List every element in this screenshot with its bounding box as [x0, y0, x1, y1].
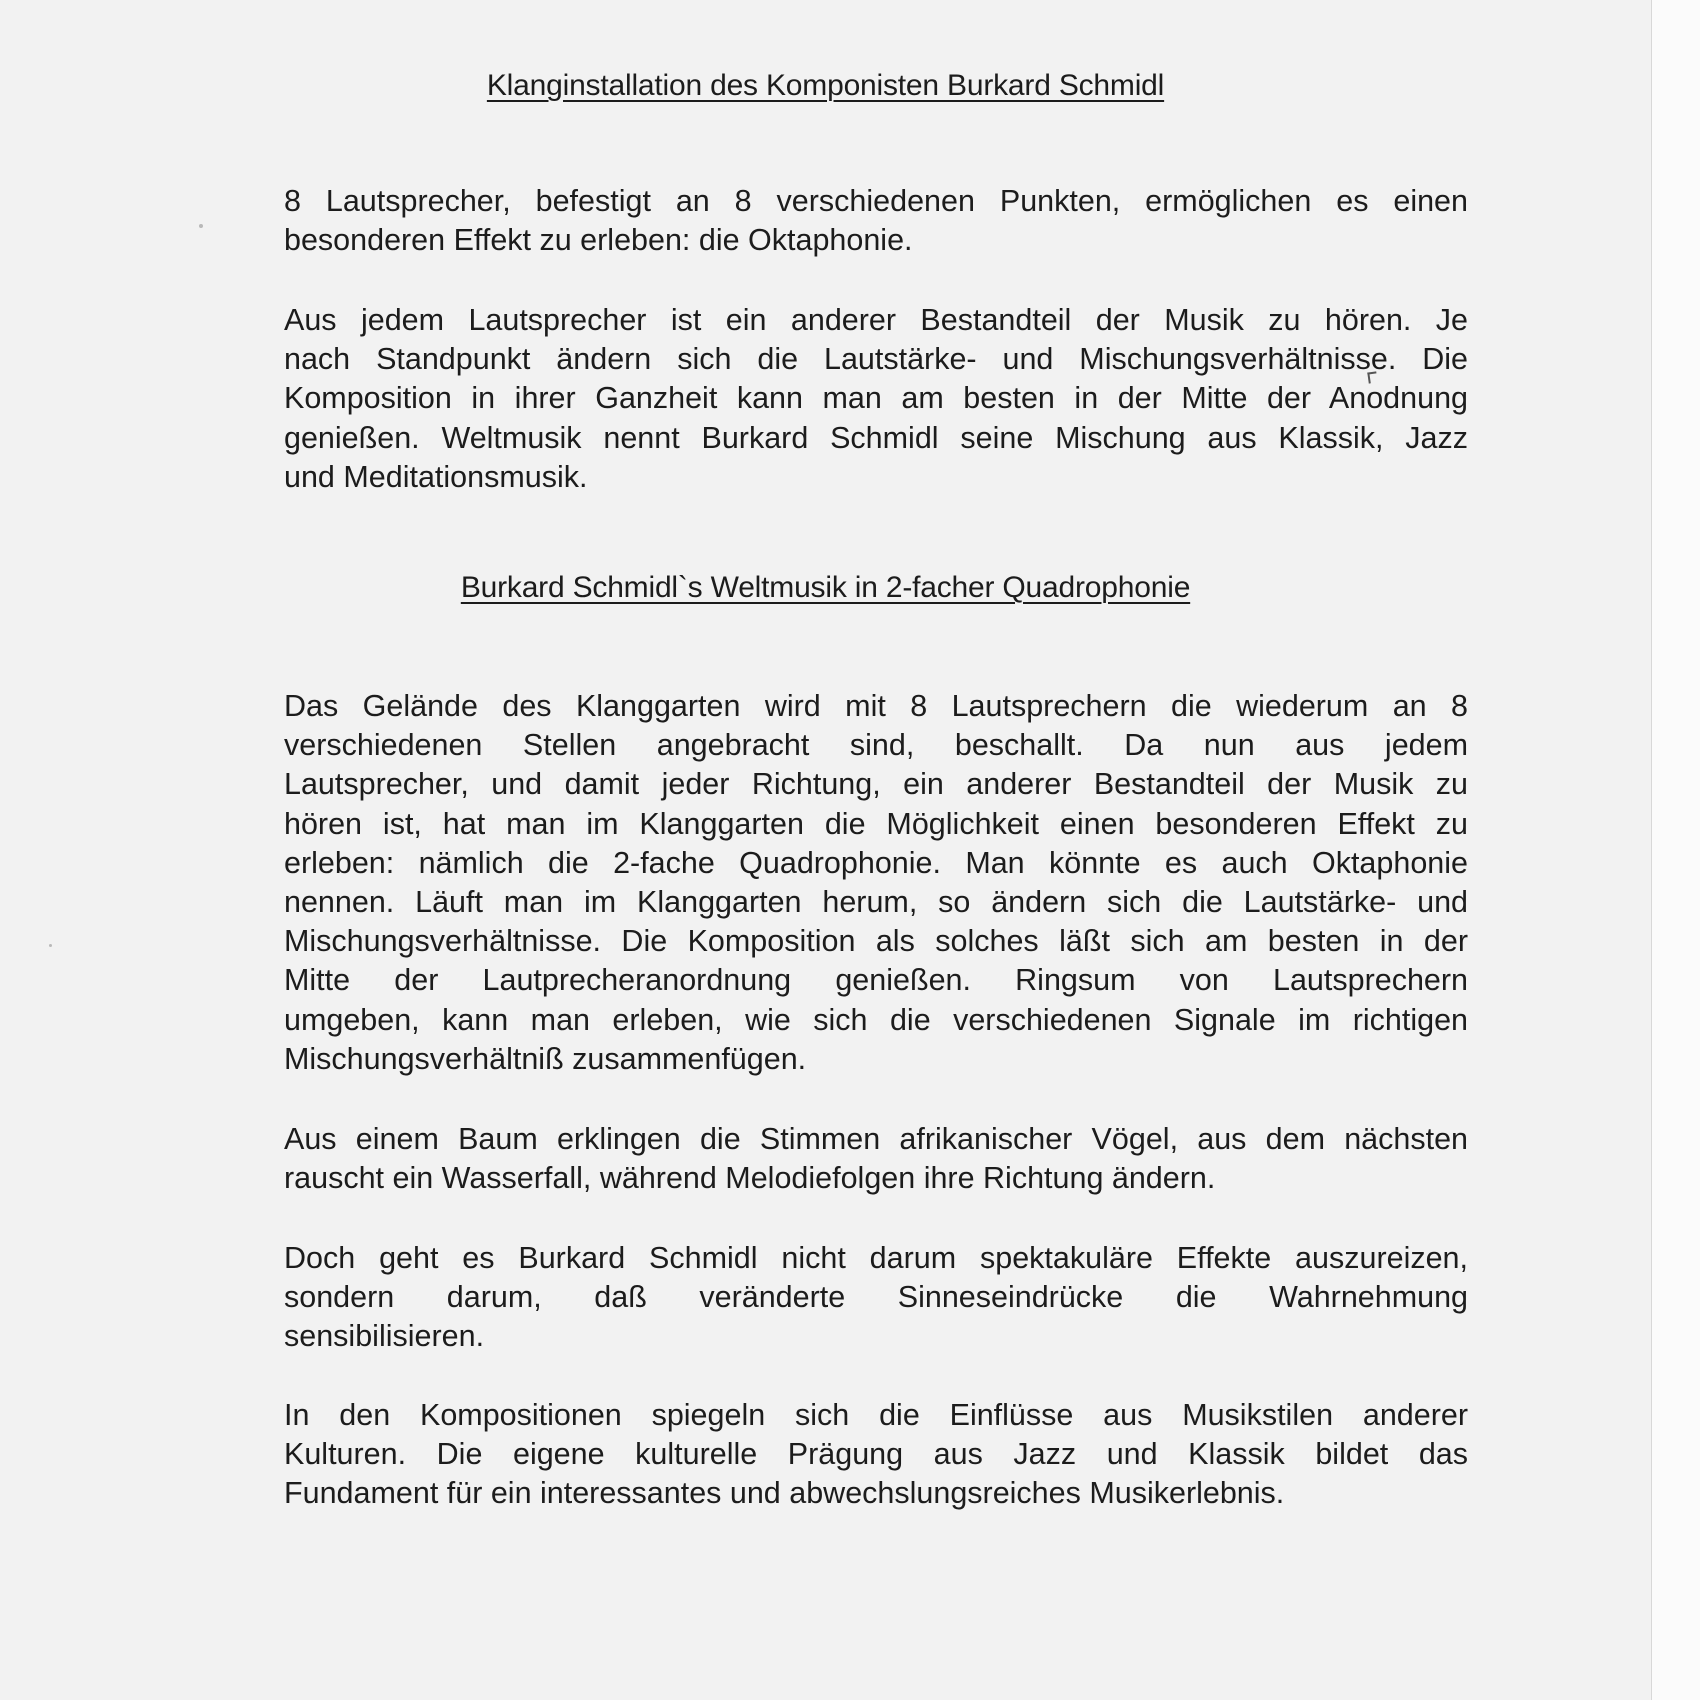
paragraph-2 — [284, 301, 1468, 497]
scan-speck — [49, 944, 52, 947]
text-line: hören ist, hat man im Klanggarten die Möglichkeit einen besonderen Effekt zu — [284, 806, 1468, 841]
text-line: Mischungsverhältniß zusammenfügen. — [284, 1041, 807, 1076]
text-line: Aus einem Baum erklingen die Stimmen afrikanischer Vögel, aus dem nächsten — [284, 1122, 1468, 1156]
handwritten-correction-mark — [1367, 371, 1377, 383]
paragraph-4 — [284, 1120, 1468, 1198]
text-line: nach Standpunkt ändern sich die Lautstärke- und Mischungsverhältnisse. Die — [284, 342, 1468, 377]
text-line: besonderen Effekt zu erleben: die Oktaphonie. — [284, 223, 913, 258]
text-line: sensibilisieren. — [284, 1319, 485, 1354]
paragraph-6 — [284, 1396, 1468, 1514]
text-line: sondern darum, daß veränderte Sinneseindrücke die Wahrnehmung — [284, 1280, 1468, 1315]
text-line: Das Gelände des Klanggarten wird mit 8 Lautsprechern die wiederum an 8 — [284, 689, 1468, 723]
text-line: und Meditationsmusik. — [284, 459, 588, 494]
text-line: Mischungsverhältnisse. Die Komposition als solches läßt sich am besten in der — [284, 924, 1468, 959]
paragraph-3 — [284, 687, 1468, 1079]
scan-speck — [199, 224, 203, 228]
text-line: In den Kompositionen spiegeln sich die Einflüsse aus Musikstilen anderer — [284, 1398, 1468, 1432]
text-line: rauscht ein Wasserfall, während Melodiefolgen ihre Richtung ändern. — [284, 1161, 1216, 1196]
text-line: Komposition in ihrer Ganzheit kann man am besten in der Mitte der Anodnung — [284, 381, 1468, 416]
paragraph-5 — [284, 1239, 1468, 1357]
paragraph-1 — [284, 182, 1468, 260]
text-line: Aus jedem Lautsprecher ist ein anderer Bestandteil der Musik zu hören. Je — [284, 303, 1468, 337]
text-line: nennen. Läuft man im Klanggarten herum, so ändern sich die Lautstärke- und — [284, 885, 1468, 920]
text-line: Fundament für ein interessantes und abwechslungsreiches Musikerlebnis. — [284, 1476, 1285, 1511]
title-text: Klanginstallation des Komponisten Burkard Schmidl — [486, 69, 1165, 102]
text-line: Mitte der Lautprecheranordnung genießen. Ringsum von Lautsprechern — [284, 963, 1468, 998]
scan-margin — [1652, 0, 1700, 1700]
text-line: 8 Lautsprecher, befestigt an 8 verschiedenen Punkten, ermöglichen es einen — [284, 184, 1468, 218]
text-line: Kulturen. Die eigene kulturelle Prägung aus Jazz und Klassik bildet das — [284, 1437, 1468, 1472]
text-line: verschiedenen Stellen angebracht sind, beschallt. Da nun aus jedem — [284, 728, 1468, 763]
text-line: erleben: nämlich die 2-fache Quadrophonie. Man könnte es auch Oktaphonie — [284, 845, 1468, 880]
text-line: umgeben, kann man erleben, wie sich die verschiedenen Signale im richtigen — [284, 1002, 1468, 1037]
text-line: genießen. Weltmusik nennt Burkard Schmidl seine Mischung aus Klassik, Jazz — [284, 420, 1468, 455]
section-subtitle — [0, 570, 1651, 606]
text-line: Doch geht es Burkard Schmidl nicht darum spektakuläre Effekte auszureizen, — [284, 1241, 1468, 1275]
text-line: Lautsprecher, und damit jeder Richtung, ein anderer Bestandteil der Musik zu — [284, 767, 1468, 802]
document-title — [0, 68, 1651, 104]
subtitle-text: Burkard Schmidl`s Weltmusik in 2-facher Quadrophonie — [460, 571, 1191, 604]
